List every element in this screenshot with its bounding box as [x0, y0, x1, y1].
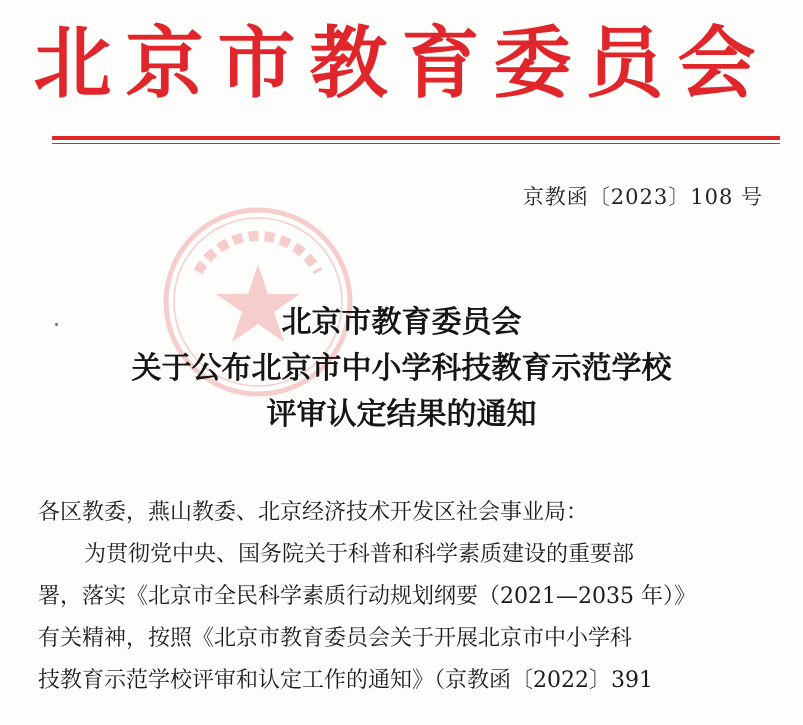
title-line-1: 北京市教育委员会: [281, 305, 522, 340]
paragraph-line-1: 为贯彻党中央、国务院关于科普和科学素质建设的重要部: [84, 542, 635, 567]
paragraph-line-2: 署，落实《北京市全民科学素质行动规划纲要（2021—2035 年）》: [38, 584, 696, 609]
document-body: [38, 492, 778, 702]
document-number: 京教函〔2023〕108 号: [522, 185, 763, 209]
salutation: 各区教委，燕山教委、北京经济技术开发区社会事业局：: [38, 500, 589, 525]
title-line-3: 评审认定结果的通知: [266, 397, 537, 432]
red-divider-thick: [52, 136, 780, 140]
title-line-2: 关于公布北京市中小学科技教育示范学校: [131, 351, 672, 386]
document-title: [0, 300, 803, 438]
paragraph-line-3: 有关精神，按照《北京市教育委员会关于开展北京市中小学科: [38, 626, 633, 651]
red-divider-thin: [52, 143, 780, 144]
issuing-authority-header: 北京市教育委员会: [33, 19, 770, 109]
paragraph-line-4: 技教育示范学校评审和认定工作的通知》（京教函〔2022〕391: [38, 668, 653, 693]
